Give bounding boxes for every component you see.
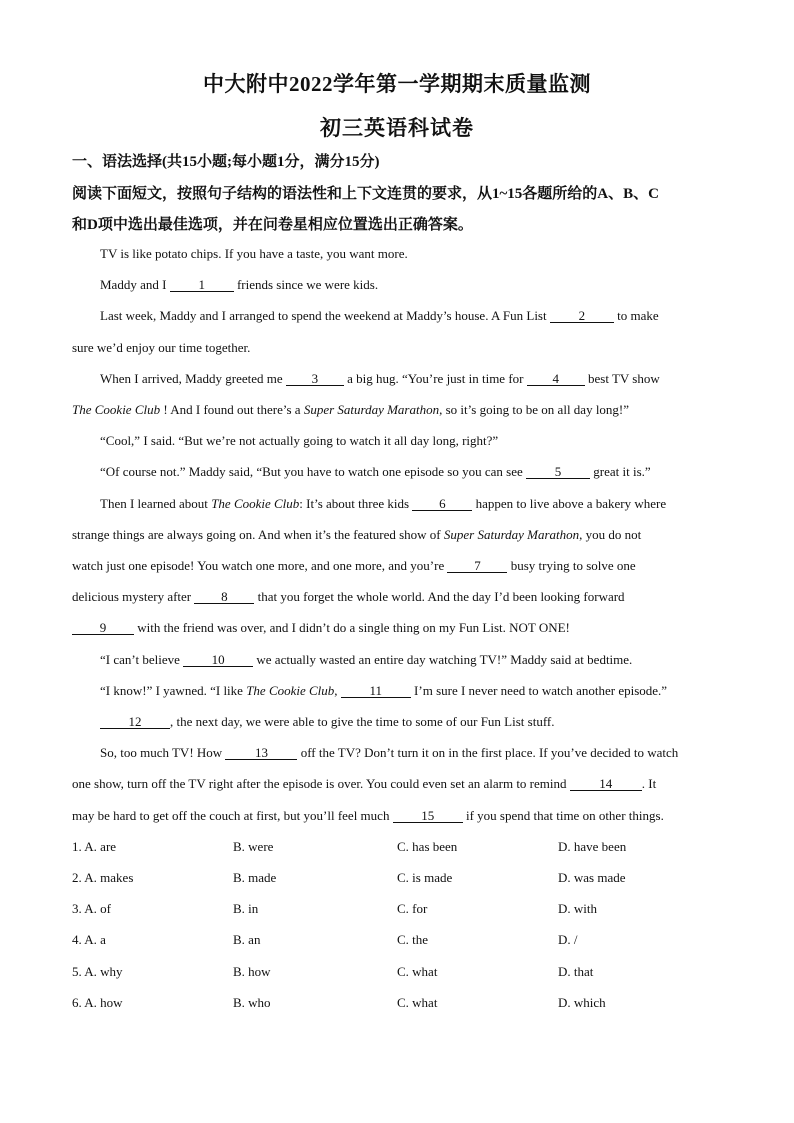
section-heading: 一、语法选择(共15小题;每小题1分，满分15分) xyxy=(72,154,380,170)
blank-4: 4 xyxy=(527,372,585,386)
blank-1: 1 xyxy=(170,278,234,292)
text: Last week, Maddy and I arranged to spend the weekend at Maddy’s house. A Fun List xyxy=(100,308,550,323)
text: a big hug. “You’re just in time for xyxy=(343,371,527,386)
exam-title: 中大附中2022学年第一学期期末质量监测 xyxy=(203,72,591,96)
marathon-title: Super Saturday Marathon xyxy=(443,527,580,542)
option-b[interactable]: B. were xyxy=(233,839,274,854)
instruction-line-2: 和D项中选出最佳选项，并在问卷星相应位置选出正确答案。 xyxy=(72,217,473,233)
blank-12: 12 xyxy=(100,715,170,729)
text: off the TV? Don’t turn it on in the first place. If you’ve decided to watch xyxy=(297,745,679,760)
text: When I arrived, Maddy greeted me xyxy=(100,371,286,386)
option-row-1 xyxy=(72,839,732,855)
text: sure we’d enjoy our time together. xyxy=(72,340,251,355)
text: one show, turn off the TV right after the episode is over. You could even set an alarm to remind xyxy=(72,776,570,791)
blank-9: 9 xyxy=(72,621,134,635)
option-a[interactable]: 4. A. a xyxy=(72,932,106,947)
option-d[interactable]: D. that xyxy=(558,964,594,979)
passage-line xyxy=(100,683,760,699)
option-b[interactable]: B. made xyxy=(233,870,277,885)
passage-line xyxy=(100,246,760,262)
option-a[interactable]: 5. A. why xyxy=(72,964,123,979)
blank-8: 8 xyxy=(194,590,254,604)
text: , so it’s going to be on all day long!” xyxy=(439,402,630,417)
passage-line xyxy=(100,433,760,449)
text: Then I learned about xyxy=(100,496,212,511)
text: So, too much TV! How xyxy=(100,745,226,760)
option-d[interactable]: D. with xyxy=(558,901,597,916)
option-row-3 xyxy=(72,901,732,917)
exam-subtitle: 初三英语科试卷 xyxy=(320,116,474,140)
passage-line xyxy=(100,714,760,730)
passage-line xyxy=(100,652,760,668)
text: we actually wasted an entire day watching TV!” Maddy said at bedtime. xyxy=(253,652,633,667)
passage-line xyxy=(72,808,732,824)
blank-15: 15 xyxy=(393,809,463,823)
text: : It’s about three kids xyxy=(299,496,413,511)
show-title: The Cookie Club xyxy=(72,402,161,417)
option-b[interactable]: B. who xyxy=(233,995,271,1010)
passage-line xyxy=(100,277,760,293)
passage-line xyxy=(100,496,760,512)
option-a[interactable]: 6. A. how xyxy=(72,995,123,1010)
text: ! And I found out there’s a xyxy=(160,402,304,417)
text: , the next day, we were able to give the time to some of our Fun List stuff. xyxy=(170,714,555,729)
text: with the friend was over, and I didn’t do a single thing on my Fun List. NOT ONE! xyxy=(134,620,570,635)
text: “I can’t believe xyxy=(100,652,184,667)
option-d[interactable]: D. was made xyxy=(558,870,626,885)
text: best TV show xyxy=(584,371,660,386)
blank-2: 2 xyxy=(550,309,614,323)
passage-line xyxy=(72,589,732,605)
option-row-6 xyxy=(72,995,732,1011)
text: Maddy and I xyxy=(100,277,170,292)
blank-5: 5 xyxy=(526,465,590,479)
passage-line xyxy=(72,402,732,418)
text: if you spend that time on other things. xyxy=(462,808,664,823)
option-a[interactable]: 1. A. are xyxy=(72,839,117,854)
option-row-2 xyxy=(72,870,732,886)
blank-7: 7 xyxy=(447,559,507,573)
passage-line xyxy=(100,371,760,387)
text: I’m sure I never need to watch another episode.” xyxy=(410,683,668,698)
text: TV is like potato chips. If you have a taste, you want more. xyxy=(100,246,408,261)
option-b[interactable]: B. how xyxy=(233,964,271,979)
passage-line xyxy=(72,340,732,356)
text: friends since we were kids. xyxy=(233,277,379,292)
text: happen to live above a bakery where xyxy=(472,496,667,511)
text: “Cool,” I said. “But we’re not actually going to watch it all day long, right?” xyxy=(100,433,499,448)
instruction-line-1: 阅读下面短文，按照句子结构的语法性和上下文连贯的要求，从1~15各题所给的A、B、C xyxy=(72,186,659,202)
text: , you do not xyxy=(579,527,642,542)
marathon-title: Super Saturday Marathon xyxy=(303,402,440,417)
blank-13: 13 xyxy=(225,746,297,760)
text: . It xyxy=(641,776,657,791)
passage-line xyxy=(72,558,732,574)
text: , xyxy=(334,683,341,698)
text: may be hard to get off the couch at first, but you’ll feel much xyxy=(72,808,393,823)
text: great it is.” xyxy=(590,464,651,479)
option-c[interactable]: C. for xyxy=(397,901,428,916)
option-c[interactable]: C. what xyxy=(397,995,438,1010)
text: that you forget the whole world. And the day I’d been looking forward xyxy=(254,589,625,604)
passage-line xyxy=(100,464,760,480)
option-c[interactable]: C. the xyxy=(397,932,429,947)
option-b[interactable]: B. in xyxy=(233,901,259,916)
text: “I know!” I yawned. “I like xyxy=(100,683,247,698)
text: delicious mystery after xyxy=(72,589,195,604)
option-row-4 xyxy=(72,932,732,948)
option-b[interactable]: B. an xyxy=(233,932,261,947)
passage-line xyxy=(72,527,732,543)
option-d[interactable]: D. have been xyxy=(558,839,627,854)
text: watch just one episode! You watch one more, and one more, and you’re xyxy=(72,558,448,573)
option-c[interactable]: C. has been xyxy=(397,839,458,854)
text: strange things are always going on. And when it’s the featured show of xyxy=(72,527,444,542)
blank-14: 14 xyxy=(570,777,642,791)
option-a[interactable]: 3. A. of xyxy=(72,901,111,916)
blank-11: 11 xyxy=(341,684,411,698)
passage-line xyxy=(100,745,760,761)
text: busy trying to solve one xyxy=(507,558,636,573)
option-a[interactable]: 2. A. makes xyxy=(72,870,134,885)
text: “Of course not.” Maddy said, “But you have to watch one episode so you can see xyxy=(100,464,526,479)
option-c[interactable]: C. what xyxy=(397,964,438,979)
passage-line xyxy=(72,620,732,636)
option-d[interactable]: D. which xyxy=(558,995,606,1010)
text: to make xyxy=(613,308,659,323)
option-d[interactable]: D. / xyxy=(558,932,578,947)
blank-6: 6 xyxy=(412,497,472,511)
passage-line xyxy=(72,776,732,792)
option-c[interactable]: C. is made xyxy=(397,870,453,885)
option-row-5 xyxy=(72,964,732,980)
show-title: The Cookie Club xyxy=(246,683,335,698)
blank-3: 3 xyxy=(286,372,344,386)
blank-10: 10 xyxy=(183,653,253,667)
passage-line xyxy=(100,308,760,324)
show-title: The Cookie Club xyxy=(211,496,300,511)
